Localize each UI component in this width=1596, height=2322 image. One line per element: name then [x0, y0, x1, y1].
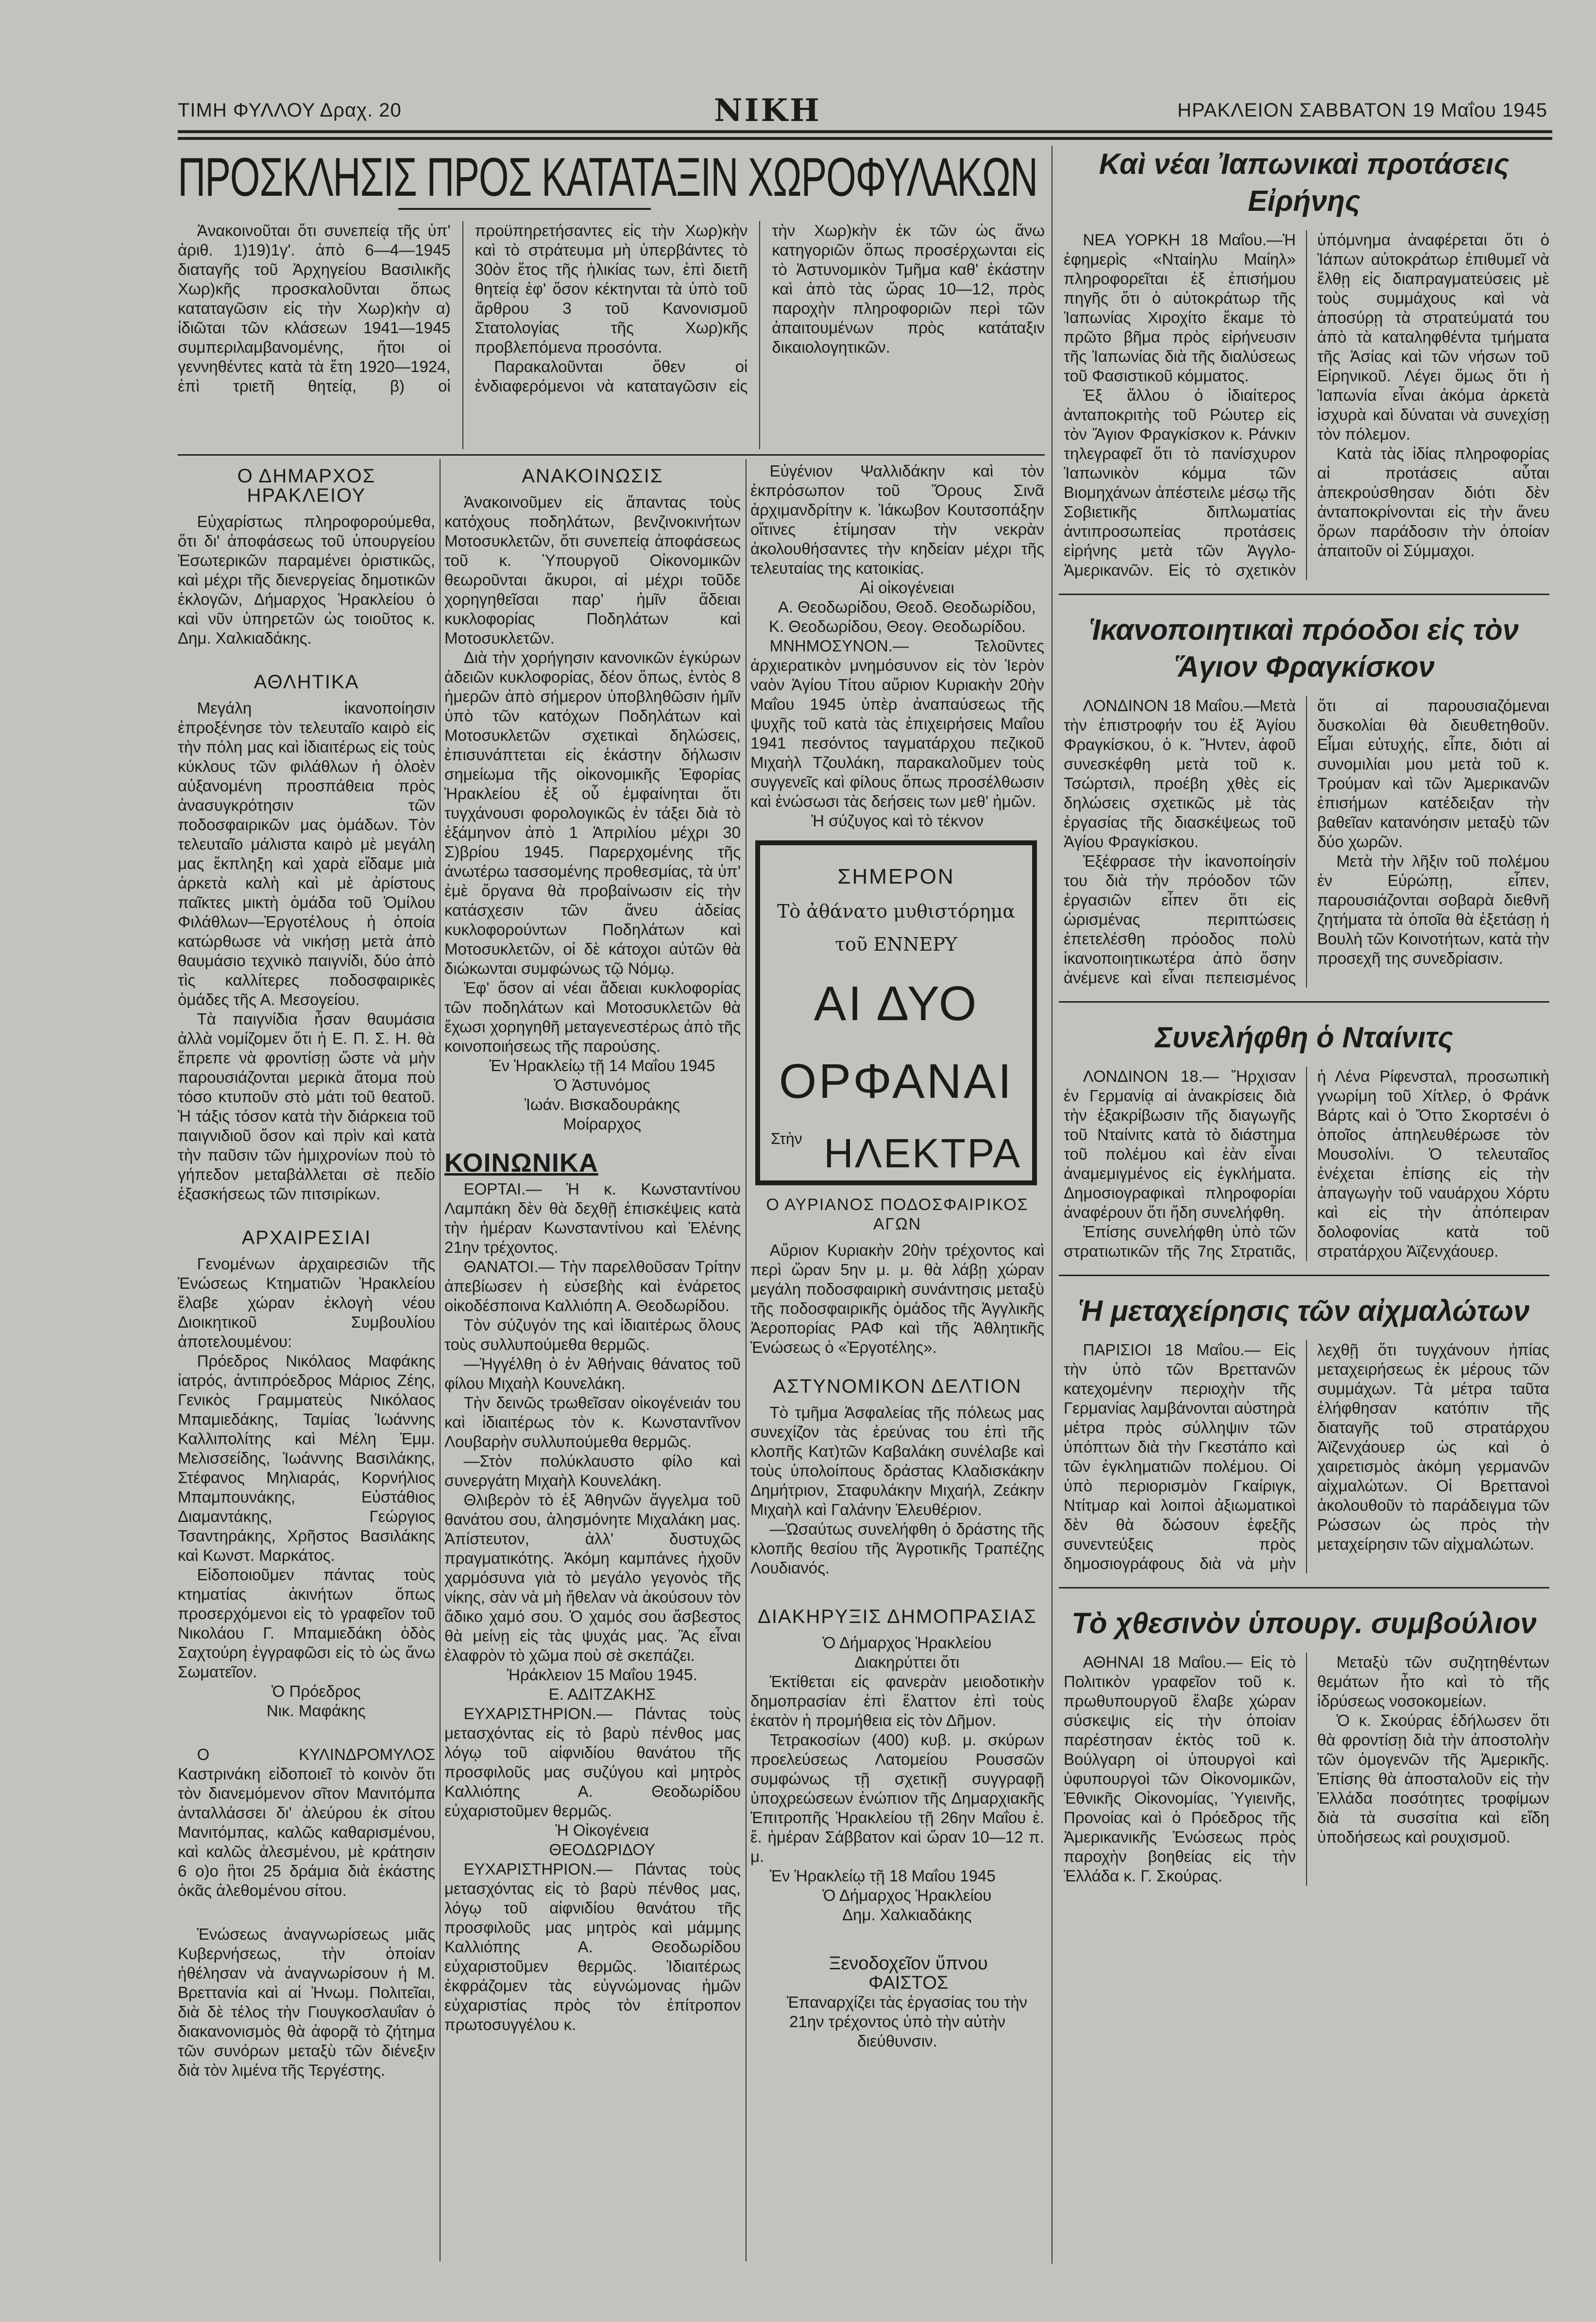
lead-headline: ΠΡΟΣΚΛΗΣΙΣ ΠΡΟΣ ΚΑΤΑΤΑΞΙΝ ΧΩΡΟΦΥΛΑΚΩΝ — [178, 147, 1037, 207]
paragraph: Τετρακοσίων (400) κυβ. μ. σκύρων προελεύσεως Λατομείου Ρουσσῶν συμφώνως τῇ σχετικῇ συγγραφῇ ὑποχρεώσεων ἐνώπιον τῆς Δημαρχιακῆς Ἐπιτροπῆς Ἡρακλείου τῇ 26ην Μαΐου ἑ. ἔ. ἡμέραν Σάββατον καὶ ὥραν 10—12 π. μ. — [750, 1731, 1044, 1865]
pow-headline: Ἡ μεταχείρησις τῶν αἰχμαλώτων — [1078, 1295, 1530, 1327]
lead-article-body — [178, 221, 1045, 449]
paragraph: ΠΑΡΙΣΙΟΙ 18 Μαΐου.— Εἰς τὴν ὑπὸ τῶν Βρεττανῶν κατεχομένην περιοχὴν τῆς Γερμανίας λαμβάνονται αὐστηρὰ μέτρα πρὸς σύλληψιν τῶν ὑπόπτων διὰ τὴν Γκεστάπο καὶ τῶν ἐγκληματιῶν πολέμου. Οἱ ὑπὸ περιορισμὸν Γκαίριγκ, Ντίτμαρ καὶ λοιποὶ ἀξιωματικοὶ δὲν θὰ δώσουν ἐφεξῆς συνεντεύξεις πρὸς δημοσιογράφους διὰ νὰ μὴν λεχθῇ ὅτι τυγχάνουν ἠπίας μεταχειρήσεως ἐκ μέρους τῶν συμμάχων. Τὰ μέτρα ταῦτα ἐλήφθησαν κατόπιν τῆς διαταγῆς τοῦ στρατάρχου Ἀϊζενχάουερ ὡς καὶ ὁ χαιρετισμὸς ἀκόμη γερμανῶν αἰχμαλώτων. Οἱ Βρεττανοὶ ἀκολουθοῦν τὸ παράδειγμα τῶν Ρώσσων ὡς πρὸς τὴν μεταχείρησιν τῶν αἰχμαλώτων. — [1064, 1341, 1549, 1572]
section-rule — [1059, 1001, 1549, 1003]
mayor-article — [178, 512, 435, 648]
paragraph: Μεγάλη ἱκανοποίησιν ἐπροξένησε τὸν τελευταῖο καιρὸ εἰς τὴν πόλη μας καὶ ἰδιαιτέρως εἰς τοὺς κύκλους τῶν φιλάθλων ἡ ὁλοὲν αὐξανομένη προσπάθεια πρὸς ἀνασυγκρότησιν τῶν ποδοσφαιρικῶν μας ὁμάδων. Τὸν τελευταῖο μάλιστα καιρὸ μὲ μεγάλη μας ἔκπληξη καὶ χαρὰ εἴδαμε μιὰ ἀρκετὰ καλὴ καὶ μὲ ἀρίστους παῖκτες μικτὴ ὁμάδα τοῦ Ὁμίλου Φιλάθλων—Ἐργοτέλους ἡ ὁποία κατώρθωσε νὰ νικήσῃ μετὰ ἀπὸ θαυμάσιο τεχνικὸ παιγνίδι, δύο ἀπὸ τὶς καλλίτερες ποδοσφαιρικὲς ὁμάδες τῆς Α. Μεσογείου. — [178, 699, 435, 1008]
memorial-signature: Ἡ σύζυγος καὶ τὸ τέκνον — [811, 812, 984, 830]
thanks-notice-2 — [444, 1860, 741, 2034]
pow-article — [1059, 1340, 1549, 1573]
social-column — [444, 1179, 741, 1665]
auction-signature — [750, 1886, 1044, 1925]
ad-line-1: Τὸ ἀθάνατο μυθιστόρημα — [777, 901, 1016, 922]
ad-title-2: ΟΡΦΑΝΑΙ — [779, 1054, 1014, 1109]
sf-headline: Ἱκανοποιητικαὶ πρόοδοι εἰς τὸν Ἅγιον Φραγκίσκον — [1089, 614, 1519, 683]
right-news-column — [1059, 146, 1549, 2264]
paragraph: —Ὡσαύτως συνελήφθη ὁ δράστης τῆς κλοπῆς θεσίου τῆς Ἀγροτικῆς Τραπέζης Λουδιανός. — [750, 1520, 1044, 1577]
column-1 — [178, 461, 435, 2264]
cabinet-article — [1059, 1653, 1549, 1886]
paragraph: Ἀνακοινοῦται ὅτι συνεπείᾳ τῆς ὑπ' ἀριθ. 1)19)1γ'. ἀπὸ 6—4—1945 διαταγῆς τοῦ Ἀρχηγείου Βασιλικῆς Χωρ)κῆς προσκαλοῦνται ὅπως καταταγῶσιν εἰς τὴν Χωρ)κὴν α) ἰδιῶται τῶν κλάσεων 1941—1945 συμπεριλαμβανομένης, ἤτοι οἱ γεννηθέντες κατὰ τὰ ἔτη 1920—1924, ἐπὶ τριετῆ θητείᾳ, β) οἱ προϋπηρετήσαντες εἰς τὴν Χωρ)κὴν καὶ τὸ στράτευμα μὴ ὑπερβάντες τὸ 30ὸν ἔτος τῆς ἡλικίας των, ἐπὶ διετῆ θητείᾳ ἐφ' ὅσον κέκτηνται τὰ ὑπὸ τοῦ ἄρθρου 3 τοῦ Κανονισμοῦ Στατολογίας τῆς Χωρ)κῆς προβλεπόμενα προσόντα. — [178, 222, 748, 395]
social-heading: ΚΟΙΝΩΝΙΚΑ — [444, 1148, 598, 1178]
headline-underline — [398, 208, 651, 210]
sports-heading: ΑΘΛΗΤΙΚΑ — [254, 671, 359, 693]
thanks-continued — [750, 461, 1044, 578]
section-rule — [1059, 594, 1549, 595]
match-heading: Ο ΑΥΡΙΑΝΟΣ ΠΟΔΟΣΦΑΙΡΙΚΟΣ ΑΓΩΝ — [766, 1195, 1029, 1233]
paragraph: Α. Θεοδωρίδου, Θεοδ. Θεοδωρίδου, Κ. Θεοδωρίδου, Θεογ. Θεοδωρίδου. — [769, 598, 1036, 635]
masthead-rule-bottom — [178, 137, 1552, 140]
column-3-top — [750, 461, 1044, 836]
paragraph: Ὁ Πρόεδρος — [272, 1682, 361, 1700]
paragraph: Ἑνώσεως ἀναγνωρίσεως μιᾶς Κυβερνήσεως, τὴν ὁποίαν ἠθέλησαν νὰ ἀναγνωρίσουν ἡ Μ. Βρεττανία καὶ αἱ Ἡνωμ. Πολιτεῖαι, διὰ δὲ τέλος τὴν Γιουγκοσλαυΐαν ὁ διακανονισμὸς θὰ ἀφορᾷ τὸ ζήτημα τῶν συνόρων μεταξὺ τῶν διένεξιν διὰ τὸν λιμένα τῆς Τεργέστης. — [178, 1925, 435, 2079]
paragraph: ΑΘΗΝΑΙ 18 Μαΐου.— Εἰς τὸ Πολιτικὸν γραφεῖον τοῦ κ. πρωθυπουργοῦ ἔλαβε χώραν σύσκεψις εἰς τὴν ὁποίαν παρέστησαν ἐκτὸς τοῦ κ. Βούλγαρη οἱ ὑπουργοὶ καὶ ὑφυπουργοὶ τῶν Οἰκονομικῶν, Ἐθνικῆς Οἰκονομίας, Ὑγιεινῆς, Προνοίας καὶ ὁ Πρόεδρος τῆς Ἀμερικανικῆς Ἑνώσεως πρὸς παροχὴν βοηθείας εἰς τὴν Ἑλλάδα κ. Γ. Σκούρας. — [1064, 1653, 1296, 1885]
paragraph: Ξενοδοχεῖον ὕπνου — [829, 1953, 988, 1974]
doenitz-article — [1059, 1067, 1549, 1261]
elections-signature — [178, 1682, 435, 1721]
doenitz-headline: Συνελήφθη ὁ Νταίνιτς — [1155, 1021, 1453, 1054]
section-rule — [1059, 1275, 1549, 1276]
thanks-notice — [444, 1704, 741, 1821]
paragraph: Παρακαλοῦνται ὅθεν οἱ ἐνδιαφερόμενοι νὰ καταταγῶσιν εἰς τὴν Χωρ)κὴν ἐκ τῶν ὡς ἄνω κατηγοριῶν ὅπως προσέρχωνται εἰς τὸ Ἀστυνομικὸν Τμῆμα καθ' ἑκάστην καὶ ἀπὸ τὰς ὥρας 10—12, πρὸς παροχὴν πληροφοριῶν περὶ τῶν ἀπαιτουμένων πρὸς κατάταξιν δικαιολογητικῶν. — [475, 222, 1045, 395]
section-rule — [1059, 1587, 1549, 1588]
paragraph: Ὁ κ. Σκούρας ἐδήλωσεν ὅτι θὰ φροντίσῃ διὰ τὴν ἀποστολὴν τῶν ὁμογενῶν τῆς Ἀμερικῆς. Ἐπίσης θὰ ἀποσταλοῦν εἰς τὴν Ἑλλάδα ποσότητες τροφίμων διὰ τὰ συσσίτια καὶ εἴδη ὑποδήσεως καὶ ρουχισμοῦ. — [1317, 1711, 1549, 1846]
ad-today: ΣΗΜΕΡΟΝ — [837, 865, 955, 888]
paragraph: Τὰ παιγνίδια ἦσαν θαυμάσια ἀλλὰ νομίζομεν ὅτι ἡ Ε. Π. Σ. Η. θὰ ἔπρεπε νὰ φροντίσῃ ὥστε νὰ μὴν παρουσιάζονται μερικὰ ἄτομα ποὺ τόσο κτυποῦν στὸ μάτι τοῦ θεατοῦ. Ἡ τάξις τόσον κατὰ τὴν διάρκεια τοῦ παιγνιδιοῦ ὅσον καὶ πρὶν καὶ κατὰ τὴν παῦσιν τῶν ἡμιχρονίων ποὺ τὸ γήπεδον μεταβάλλεται σὲ πεδίο ἐξασκήσεως τῶν πιτσιρίκων. — [178, 1010, 435, 1203]
hotel-heading — [750, 1954, 1044, 1993]
paragraph: Ἡράκλειον 15 Μαΐου 1945. — [507, 1666, 697, 1684]
police-article — [750, 1403, 1044, 1578]
paragraph: Ἀνακοινοῦμεν εἰς ἅπαντας τοὺς κατόχους ποδηλάτων, βενζινοκινήτων Μοτοσυκλετῶν, ὅτι συνεπείᾳ ἀποφάσεως τοῦ κ. Ὑπουργοῦ Οἰκονομικῶν θεωροῦνται ἄκυροι, αἱ μέχρι τοῦδε χορηγηθεῖσαι παρ' ἡμῖν ἄδειαι κυκλοφορίας Ποδηλάτων καὶ Μοτοσυκλετῶν. — [444, 493, 741, 647]
elections-heading: ΑΡΧΑΙΡΕΣΙΑΙ — [241, 1227, 372, 1248]
notice-article — [444, 493, 741, 1056]
ad-at: Στὴν — [770, 1130, 802, 1147]
paragraph: Ἐν Ἡρακλείῳ τῇ 14 Μαΐου 1945 — [489, 1057, 715, 1075]
paragraph: Ἐφ' ὅσον αἱ νέαι ἄδειαι κυκλοφορίας τῶν ποδηλάτων καὶ Μοτοσυκλετῶν θὰ ἔχωσι χορηγηθῆ μεταγενεστέρως ἀπὸ τῆς κοινοποιήσεως τῆς παρούσης. — [444, 979, 741, 1055]
hotel-ad — [750, 1993, 1044, 2051]
memorial-notice — [750, 636, 1044, 811]
masthead-rule-top — [178, 130, 1552, 133]
paragraph: Διακηρύττει ὅτι — [854, 1653, 960, 1671]
dateline: ΗΡΑΚΛΕΙΟΝ ΣΑΒΒΑΤΟΝ 19 Μαΐου 1945 — [1177, 100, 1547, 121]
notice-signature — [444, 1056, 741, 1134]
sf-article — [1059, 696, 1549, 988]
newspaper-title: ΝΙΚΗ — [714, 92, 821, 129]
auction-header — [750, 1633, 1044, 1672]
paragraph: Εὐγένιον Ψαλλιδάκην καὶ τὸν ἐκπρόσωπον τοῦ Ὄρους Σινᾶ ἀρχιμανδρίτην κ. Ἰάκωβον Κουτσοπάξην οἵτινες ἐτίμησαν τὴν νεκρὰν ἀκολουθήσαντες τὴν κηδείαν μέχρι τῆς τελευταίας της κατοικίας. — [750, 462, 1044, 577]
paragraph: Τὴν δεινῶς τρωθεῖσαν οἰκογένειάν του καὶ ἰδιαιτέρως τὸν κ. Κωνσταντῖνον Λουβαρὴν συλλυπούμεθα θερμῶς. — [444, 1394, 741, 1451]
auction-heading: ΔΙΑΚΗΡΥΞΙΣ ΔΗΜΟΠΡΑΣΙΑΣ — [758, 1606, 1037, 1627]
paragraph: Ἐξέφρασε τὴν ἱκανοποίησίν του διὰ τὴν πρόοδον τῶν ἐργασιῶν εἶπεν ὅτι εἰς ὡρισμένας περιπτώσεις ἐπετελέσθη πρόοδος πολὺ ἱκανοποιητικωτέρα ἀπὸ ὅσην ἀνέμενε καὶ εἶναι πεπεισμένος ὅτι αἱ παρουσιαζόμεναι δυσκολίαι θὰ διευθετηθοῦν. Εἶμαι εὐτυχής, εἶπε, διότι αἱ συνομιλίαι μου μετὰ τοῦ κ. Τρούμαν καὶ τῶν Ἀμερικανῶν ἐπισήμων κατέδειξαν τὴν βαθεῖαν κατανόησιν μεταξὺ τῶν δύο χωρῶν. — [1064, 697, 1549, 987]
paragraph: ΝΕΑ ΥΟΡΚΗ 18 Μαΐου.—Ἡ ἐφημερὶς «Νταίηλυ Μαίηλ» πληροφορεῖται ἐξ ἐπισήμου πηγῆς ὅτι ὁ αὐτοκράτωρ τῆς Ἰαπωνίας Χιροχίτο ἔκαμε τὸ πρῶτο βῆμα πρὸς εἰρήνευσιν τῆς Ἰαπωνίας διὰ τῆς διαλύσεως τοῦ Φασιστικοῦ κόμματος. — [1064, 231, 1296, 385]
paragraph: Ἡ Οἰκογένεια — [555, 1821, 649, 1839]
paragraph: Γενομένων ἀρχαιρεσιῶν τῆς Ἑνώσεως Κτηματιῶν Ἡρακλείου ἔλαβε χώραν ἐκλογὴ νέου Διοικητικοῦ Συμβουλίου ἀποτελουμένου: — [178, 1255, 435, 1350]
paragraph: Κατὰ τὰς ἰδίας πληροφορίας αἱ προτάσεις αὗται ἀπεκρούσθησαν διότι δὲν ἀνταποκρίνονται εἰς τὴν ἄνευ ὅρων παράδοσιν τὴν ὁποίαν ἀπαιτοῦν οἱ Σύμμαχοι. — [1317, 444, 1549, 560]
paragraph: Διὰ τὴν χορήγησιν κανονικῶν ἐγκύρων ἀδειῶν κυκλοφορίας, δέον ὅπως, ἐντὸς 8 ἡμερῶν ἀπὸ σήμερον ὑποβληθῶσιν ἡμῖν ὑπὸ τῶν κατόχων Ποδηλάτων καὶ Μοτοσυκλετῶν σχετικαὶ δηλώσεις, ἐπισυνάπτεται εἰς ἑκάστην δήλωσιν σημείωμα τῆς οἰκονομικῆς Ἐφορίας Ἡρακλείου ἐξ οὗ ἐμφαίνηται ὅτι τυγχάνουσι φορολογικῶς ἐν τάξει διὰ τὸ ἑξάμηνον ἀπὸ 1 Ἀπριλίου μέχρι 30 Σ)βρίου 1945. Παρερχομένης τῆς ἀνωτέρω τασσομένης προθεσμίας, τὰ ὑπ' ἐμὲ ὄργανα θὰ προβαίνωσιν εἰς τὴν κατάσχεσιν τῶν ἄνευ ἀδείας κυκλοφορούντων Ποδηλάτων καὶ Μοτοσυκλετῶν, οἱ δὲ κάτοχοι αὐτῶν θὰ διώκωνται συμφώνως τῷ Νόμῳ. — [444, 649, 741, 977]
paragraph: ΕΟΡΤΑΙ.— Ἡ κ. Κωνσταντίνου Λαμπάκη δὲν θὰ δεχθῇ ἐπισκέψεις κατὰ τὴν ἡμέραν Κωνσταντίνου καὶ Ἑλένης 21ην τρέχοντος. — [444, 1180, 741, 1256]
ad-title-1: ΑΙ ΔΥΟ — [814, 976, 979, 1031]
paragraph: ΕΥΧΑΡΙΣΤΗΡΙΟΝ.— Πάντας τοὺς μετασχόντας εἰς τὸ βαρὺ πένθος μας, λόγῳ τοῦ αἰφνιδίου θανάτου τῆς προσφιλοῦς μας μητρὸς καὶ μάμμης Καλλιόπης Α. Θεοδωρίδου εὐχαριστοῦμεν θερμῶς. Ἰδιαιτέρως ἐκφράζομεν τὰς εὐγνώμονας ἡμῶν εὐχαριστίας πρὸς τὸν ἐπίτροπον πρωτοσυγγέλου κ. — [444, 1860, 741, 2033]
paragraph: Μετὰ τὴν λῆξιν τοῦ πολέμου ἐν Εὐρώπῃ, εἶπεν, παρουσιάζονται σοβαρὰ διεθνῆ ζητήματα τὰ ὁποῖα θὰ ἐξετάσῃ ἡ Βουλὴ τῶν Κοινοτήτων, κατὰ τὴν προσεχῆ της συνεδρίασιν. — [1317, 852, 1549, 967]
paragraph: ΘΑΝΑΤΟΙ.— Τὴν παρελθοῦσαν Τρίτην ἀπεβίωσεν ἡ εὐσεβὴς καὶ ἐνάρετος οἰκοδέσποινα Καλλιόπη Α. Θεοδωρίδου. — [444, 1258, 741, 1315]
police-heading: ΑΣΤΥΝΟΜΙΚΟΝ ΔΕΛΤΙΟΝ — [773, 1376, 1022, 1397]
column-rule — [746, 459, 747, 2261]
japan-headline: Καὶ νέαι Ἰαπωνικαὶ προτάσεις Εἰρήνης — [1099, 148, 1510, 217]
ad-venue — [760, 1130, 1032, 1177]
paragraph: Ἐν Ἡρακλείῳ τῇ 18 Μαΐου 1945 — [769, 1867, 996, 1885]
continued-article — [178, 1925, 435, 2080]
elections-article — [178, 1254, 435, 1682]
paragraph: Νικ. Μαφάκης — [266, 1702, 366, 1720]
paragraph: Ὁ Δήμαρχος Ἡρακλείου — [822, 1886, 992, 1904]
paragraph: Μεταξὺ τῶν συζητηθέντων θεμάτων ἦτο καὶ τὸ τῆς ἱδρύσεως νοσοκομείων. — [1317, 1653, 1549, 1710]
paragraph: —Στὸν πολύκλαυστο φίλο καὶ συνεργάτη Μιχαὴλ Κουνελάκη. — [444, 1452, 741, 1489]
paragraph: Ἰωάν. Βισκαδουράκης — [524, 1095, 680, 1113]
paragraph: ΛΟΝΔΙΝΟΝ 18.— Ἤρχισαν ἐν Γερμανίᾳ αἱ ἀνακρίσεις διὰ τὴν ἐξακρίβωσιν τῆς διαγωγῆς τοῦ Νταίνιτς κατὰ τὸ διάστημα τοῦ πολέμου καὶ ἐὰν εἶναι ἀναμεμιγμένος εἰς ἐγκλήματα. Δημοσιογραφικαὶ πληροφορίαι ἀναφέρουν ὅτι ἤδη συνελήφθη. — [1064, 1067, 1296, 1221]
paragraph: Ὁ Δήμαρχος Ἡρακλείου — [822, 1634, 992, 1652]
paragraph: Θλιβερὸν τὸ ἐξ Ἀθηνῶν ἄγγελμα τοῦ θανάτου σου, ἀλησμόνητε Μιχαλάκη μας. Ἀπίστευτον, ἀλλ' δυστυχῶς πραγματικότης. Ἀκόμη καμπάνες ἠχοῦν χαρμόσυνα γιὰ τὸ μεγάλο γεγονὸς τῆς νίκης, σὰν νὰ μὴ ἤθελαν νὰ ἀκούσουν τὸν ἄδικο χαμό σου. Ὁ χαμός σου ἄσβεστος θὰ μείνῃ εἰς τὰς ψυχάς μας. Ἂς εἶναι ἐλαφρὸν τὸ χῶμα ποὺ σὲ σκεπάζει. — [444, 1491, 741, 1664]
paragraph: Τὸν σύζυγόν της καὶ ἰδιαιτέρως ὅλους τοὺς συλλυπούμεθα θερμῶς. — [444, 1316, 741, 1353]
paragraph: Τὸ τμῆμα Ἀσφαλείας τῆς πόλεως μας συνεχίζον τὰς ἐρεύνας του ἐπὶ τῆς κλοπῆς Κατ)τῶν Καβαλάκη συνέλαβε καὶ τοὺς ὑπολοίπους δράστας Κλαδισκάκην Δημήτριον, Σταφυλάκην Μιχαήλ, Ζεάκην Μιχαὴλ καὶ Γαλάνην Ἐλευθέριον. — [750, 1403, 1044, 1519]
japan-article — [1059, 230, 1549, 580]
paragraph: ΘΕΟΔΩΡΙΔΟΥ — [549, 1841, 656, 1859]
paragraph: Ἐπίσης συνελήφθη ὑπὸ τῶν στρατιωτικῶν τῆς 7ης Στρατιᾶς, ἡ Λένα Ρίφενσταλ, προσωπικὴ γνωρίμη τοῦ Χίτλερ, ὁ Φράνκ Βάρτς καὶ ὁ Ὄττο Σκορτσένι ὁ ὁποῖος ἀπηλευθέρωσε τὸν Μουσολίνι. Ὁ τελευταῖος ἐνέχεται ἐπίσης εἰς τὴν ἀπαγωγὴν τοῦ ναυάρχου Χόρτυ καὶ εἰς τὴν ἀπόπειραν δολοφονίας κατὰ τοῦ στρατάρχου Ἀϊζενχάουερ. — [1064, 1067, 1549, 1260]
paragraph: Πρόεδρος Νικόλαος Μαφάκης ἰατρός, ἀντιπρόεδρος Μάριος Ζέης, Γενικὸς Γραμματεὺς Νικόλαος Μπαμιεδάκης, Ταμίας Ἰωάννης Καλλιπολίτης καὶ Μέλη Ἐμμ. Μελισσείδης, Ἰωάννης Βασιλάκης, Στέφανος Μηλιαράς, Κορνήλιος Μπαμπουνάκης, Εὐστάθιος Διαμαντάκης, Γεώργιος Τσαντηράκης, Χρῆστος Βασιλάκης καὶ Κωνστ. Μαρκάτος. — [178, 1352, 435, 1564]
column-3-bottom — [750, 1190, 1044, 2264]
auction-article — [750, 1672, 1044, 1886]
ad-cinema-name: ΗΛΕΚΤΡΑ — [824, 1130, 1022, 1176]
paragraph: Δημ. Χαλκιαδάκης — [842, 1906, 972, 1924]
paragraph: Ἐκτίθεται εἰς φανερὰν μειοδοτικὴν δημοπρασίαν ἐπὶ ἔλαττον ἐπὶ τοὺς ἑκατὸν ἡ προμήθεια εἰς τὸν Δῆμον. — [750, 1673, 1044, 1729]
column-2 — [444, 461, 741, 2264]
section-rule — [178, 454, 1045, 456]
notice-heading: ΑΝΑΚΟΙΝΩΣΙΣ — [522, 465, 663, 487]
paragraph: —Ἠγγέλθη ὁ ἐν Ἀθήναις θάνατος τοῦ φίλου Μιχαὴλ Κουνελάκη. — [444, 1355, 741, 1392]
paragraph: Μοίραρχος — [563, 1115, 642, 1133]
thanks-families — [750, 578, 1044, 636]
paragraph: Αὔριον Κυριακὴν 20ὴν τρέχοντος καὶ περὶ ὥραν 5ην μ. μ. θὰ λάβῃ χώραν μεγάλη ποδοσφαιρικὴ συνάντησις μεταξὺ τῆς ποδοσφαιρικῆς ὁμάδος τῆς Ἀγγλικῆς Ἀεροπορίας ΡΑΦ καὶ τῆς Ἀθλητικῆς Ἑνώσεως ὁ «Ἐργοτέλης». — [750, 1241, 1044, 1356]
mill-notice — [178, 1745, 435, 1900]
ad-line-2: τοῦ ΕΝΝΕΡΥ — [835, 934, 957, 955]
column-rule — [440, 459, 441, 2261]
paragraph: ΜΝΗΜΟΣΥΝΟΝ.— Τελοῦντες ἀρχιερατικὸν μνημόσυνον εἰς τὸν Ἱερὸν ναὸν Ἁγίου Τίτου αὔριον Κυριακὴν 20ὴν Μαΐου 1945 ὑπὲρ ἀναπαύσεως τῆς ψυχῆς τοῦ κατὰ τὰς ἐπιχειρήσεις Μαΐου 1941 πεσόντος ταγματάρχου πεζικοῦ Μιχαὴλ Τζουλάκη, παρακαλοῦμεν τοὺς συγγενεῖς καὶ φίλους ὅπως προσέλθωσιν καὶ ἑνώσωσι τὰς δεήσεις των μεθ' ἡμῶν. — [750, 637, 1044, 810]
thanks-signature — [444, 1821, 741, 1860]
cabinet-headline: Τὸ χθεσινὸν ὑπουργ. συμβούλιον — [1071, 1607, 1537, 1639]
sports-article — [178, 699, 435, 1204]
paragraph: Ἐπαναρχίζει τὰς ἐργασίας του τὴν 21ην τρέχοντος ὑπὸ τὴν αὐτὴν διεύθυνσιν. — [786, 1993, 1028, 2050]
paragraph: Ο ΚΥΛΙΝΔΡΟΜΥΛΟΣ Καστρινάκη εἰδοποιεῖ τὸ κοινὸν ὅτι τὸν διανεμόμενον σῖτον Μανιτόμπα ἀνταλλάσσει δι' ἀλεύρου ἐκ σίτου Μανιτόμπας, καλῶς καθαρισμένου, καὶ καλῶς ἀλεσμένου, μὲ κράτησιν 6 ο)ο ἢτοι 25 δράμια διὰ ἑκάστης ὀκᾶς ἀλεθομένου σίτου. — [178, 1745, 435, 1899]
column-rule — [1052, 146, 1053, 2264]
paragraph: Εἰδοποιοῦμεν πάντας τοὺς κτηματίας ἀκινήτων ὅπως προσερχόμενοι εἰς τὸ γραφεῖον τοῦ Νικολάου Γ. Μπαμιεδάκη ὁδὸς Σαχτούρη ἐγγραφῶσι εἰς τὸ ὡς ἄνω Σωματεῖον. — [178, 1566, 435, 1681]
paragraph: ΦΑΙΣΤΟΣ — [868, 1973, 949, 1993]
price-label: ΤΙΜΗ ΦΥΛΛΟΥ Δραχ. 20 — [178, 100, 402, 121]
paragraph: ΛΟΝΔΙΝΟΝ 18 Μαΐου.—Μετὰ τὴν ἐπιστροφήν του ἐξ Ἁγίου Φραγκίσκου, ὁ κ. Ἤντεν, ἀφοῦ συνεσκέφθη μετὰ τοῦ κ. Τσώρτσιλ, προέβη χθὲς εἰς δηλώσεις σχετικῶς μὲ τὰς ἐργασίας τῆς διασκέψεως τοῦ Ἁγίου Φραγκίσκου. — [1064, 697, 1296, 851]
match-article — [750, 1241, 1044, 1357]
mayor-heading: Ο ΔΗΜΑΡΧΟΣ ΗΡΑΚΛΕΙΟΥ — [237, 465, 376, 506]
paragraph: Ε. ΑΔΙΤΖΑΚΗΣ — [548, 1685, 656, 1703]
social-signature — [444, 1665, 741, 1704]
paragraph: ΕΥΧΑΡΙΣΤΗΡΙΟΝ.— Πάντας τοὺς μετασχόντας εἰς τὸ βαρὺ πένθος μας λόγῳ τοῦ αἰφνιδίου θανάτου τῆς προσφιλοῦς μας συζύγου καὶ μητρὸς Καλλιόπης Α. Θεοδωρίδου εὐχαριστοῦμεν θερμῶς. — [444, 1705, 741, 1820]
paragraph: Εὐχαρίστως πληροφορούμεθα, ὅτι δι' ἀποφάσεως τοῦ ὑπουργείου Ἐσωτερικῶν παραμένει ὁριστικῶς, καὶ μέχρι τῆς διενεργείας δημοτικῶν ἐκλογῶν, Δήμαρχος Ἡρακλείου ὁ καὶ νῦν ὑπηρετῶν ὡς τοιοῦτος κ. Δημ. Χαλκιαδάκης. — [178, 512, 435, 647]
paragraph: Αἱ οἰκογένειαι — [859, 579, 954, 597]
paragraph: Ἐξ ἄλλου ὁ ἰδιαίτερος ἀνταποκριτὴς τοῦ Ρώυτερ εἰς τὸν Ἅγιον Φραγκίσκον κ. Ράνκιν τηλεγραφεῖ ὅτι τὸ πανίσχυρον Ἰαπωνικὸν κόμμα τῶν Βιομηχάνων ἀπέστειλε μέσῳ τῆς Σοβιετικῆς διπλωματίας ἀντιπροσωπείας προτάσεις εἰρήνης μετὰ τῶν Ἀγγλο-Ἀμερικανῶν. Εἰς τὸ σχετικὸν ὑπόμνημα ἀναφέρεται ὅτι ὁ Ἰάπων αὐτοκράτωρ ἐπιθυμεῖ νὰ ἔλθῃ εἰς διαπραγματεύσεις μὲ τοὺς συμμάχους καὶ νὰ ἀποσύρῃ τὰ στρατεύματά του ἀπὸ τὰ καταληφθέντα τμήματα τῆς Ἀσίας καὶ τῶν νήσων τοῦ Εἰρηνικοῦ. Λέγει ὅμως ὅτι ἡ Ἰαπωνία εἶναι ἀκόμα ἀρκετὰ ἰσχυρὰ καὶ δύναται νὰ συνεχίσῃ τὸν πόλεμον. — [1064, 231, 1549, 579]
cinema-advertisement — [755, 840, 1037, 1185]
paragraph: Ὁ Ἀστυνόμος — [554, 1076, 650, 1094]
